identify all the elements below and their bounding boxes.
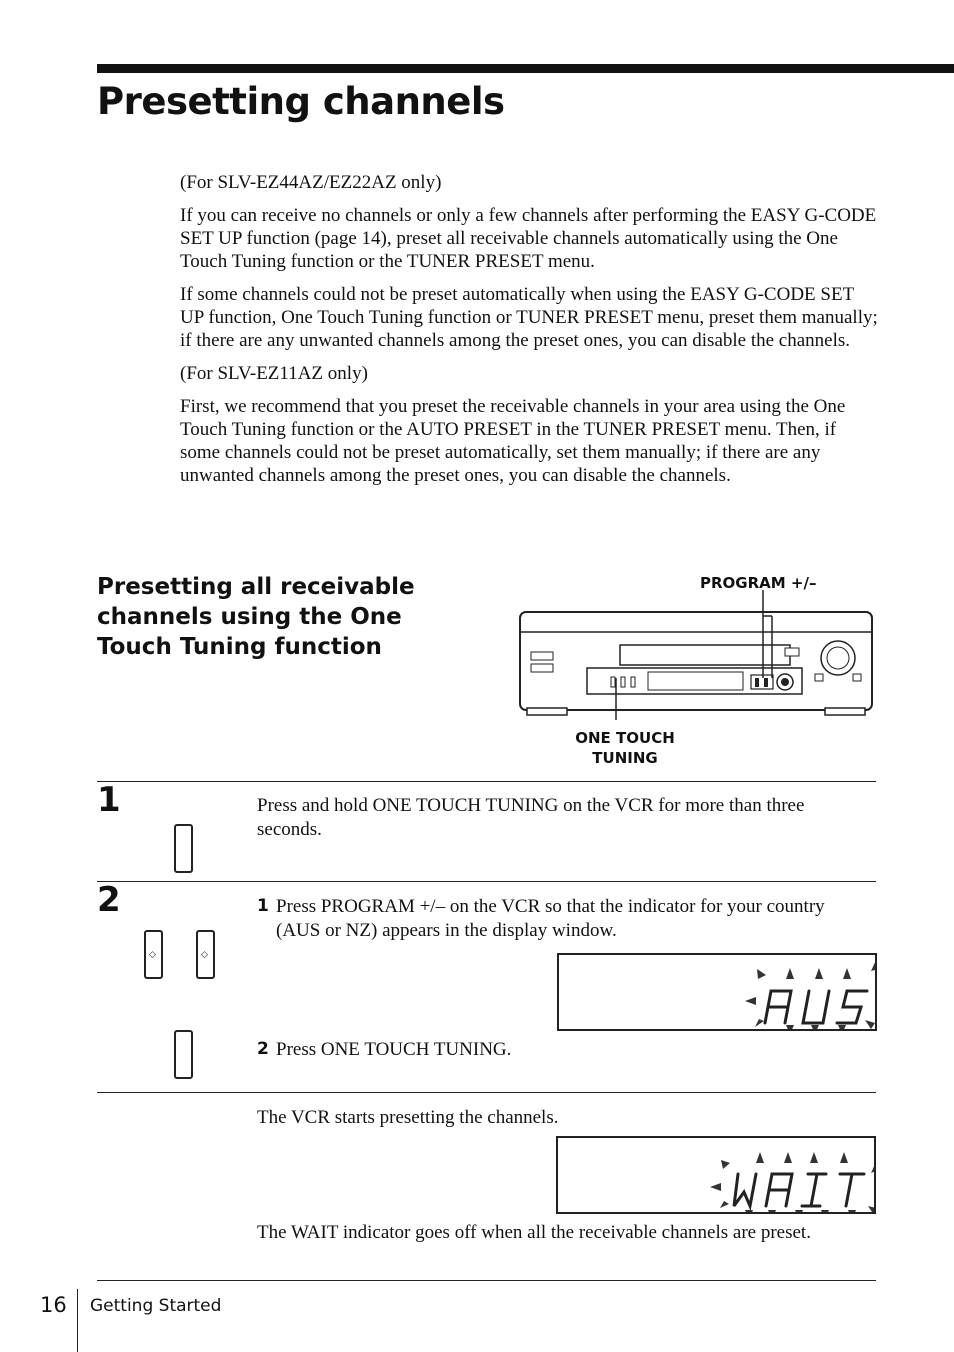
display-window-wait: [556, 1136, 876, 1214]
display-window-aus: [557, 953, 877, 1031]
bottom-divider: [97, 1280, 876, 1281]
section-subheading: Presetting all receivable channels using the One Touch Tuning function: [97, 574, 415, 660]
substep-text: Press PROGRAM +/– on the VCR so that the indicator for your country (AUS or NZ) appears in the display window.: [276, 896, 825, 941]
one-touch-label-line1: ONE TOUCH: [575, 729, 675, 747]
program-label: PROGRAM +/–: [700, 574, 817, 592]
title-rule: [97, 64, 954, 73]
substep-text: Press ONE TOUCH TUNING.: [276, 1039, 512, 1060]
step-divider: [97, 881, 876, 882]
vcr-drawing: [515, 590, 880, 720]
vcr-illustration: [515, 590, 880, 720]
one-touch-button-icon: [174, 1030, 193, 1079]
wait-indicator: [558, 1138, 874, 1212]
substep-number: 1: [257, 896, 269, 916]
intro-paragraph: (For SLV-EZ44AZ/EZ22AZ only): [180, 172, 442, 193]
step-number: 2: [97, 880, 121, 920]
section-name: Getting Started: [90, 1296, 222, 1316]
starts-text: The VCR starts presetting the channels.: [257, 1107, 559, 1128]
footer-divider: [77, 1289, 78, 1352]
one-touch-label-line2: TUNING: [592, 749, 658, 767]
step-divider: [97, 1092, 876, 1093]
intro-text: [180, 171, 880, 497]
one-touch-button-icon: [174, 824, 193, 873]
one-touch-tuning-label: [560, 728, 690, 768]
goes-off-text: The WAIT indicator goes off when all the receivable channels are preset.: [257, 1222, 811, 1243]
intro-paragraph: (For SLV-EZ11AZ only): [180, 363, 368, 384]
step-divider: [97, 781, 876, 782]
step-text: Press and hold ONE TOUCH TUNING on the VCR for more than three seconds.: [257, 795, 805, 840]
substep-number: 2: [257, 1039, 269, 1059]
button-dot-icon: ◇: [201, 950, 208, 960]
page-title: Presetting channels: [97, 80, 505, 123]
aus-indicator: [559, 955, 875, 1029]
intro-paragraph: First, we recommend that you preset the receivable channels in your area using the One Touch Tuning function or the AUTO PRESET in the TUNER PRESET menu. Then, if some channels could not be preset automatically, set them manually; if there are any unwanted channels among the preset ones, you can disable the channels.: [180, 396, 846, 486]
step-number: 1: [97, 780, 121, 820]
intro-paragraph: If some channels could not be preset automatically when using the EASY G-CODE SET UP function, One Touch Tuning function or TUNER PRESET menu, preset them manually; if there are any unwanted channels among the preset ones, you can disable the channels.: [180, 284, 878, 351]
intro-paragraph: If you can receive no channels or only a few channels after performing the EASY G-CODE SET UP function (page 14), preset all receivable channels automatically using the One Touch Tuning function or the TUNER PRESET menu.: [180, 205, 877, 272]
page-number: 16: [40, 1293, 67, 1317]
button-dot-icon: ◇: [149, 950, 156, 960]
